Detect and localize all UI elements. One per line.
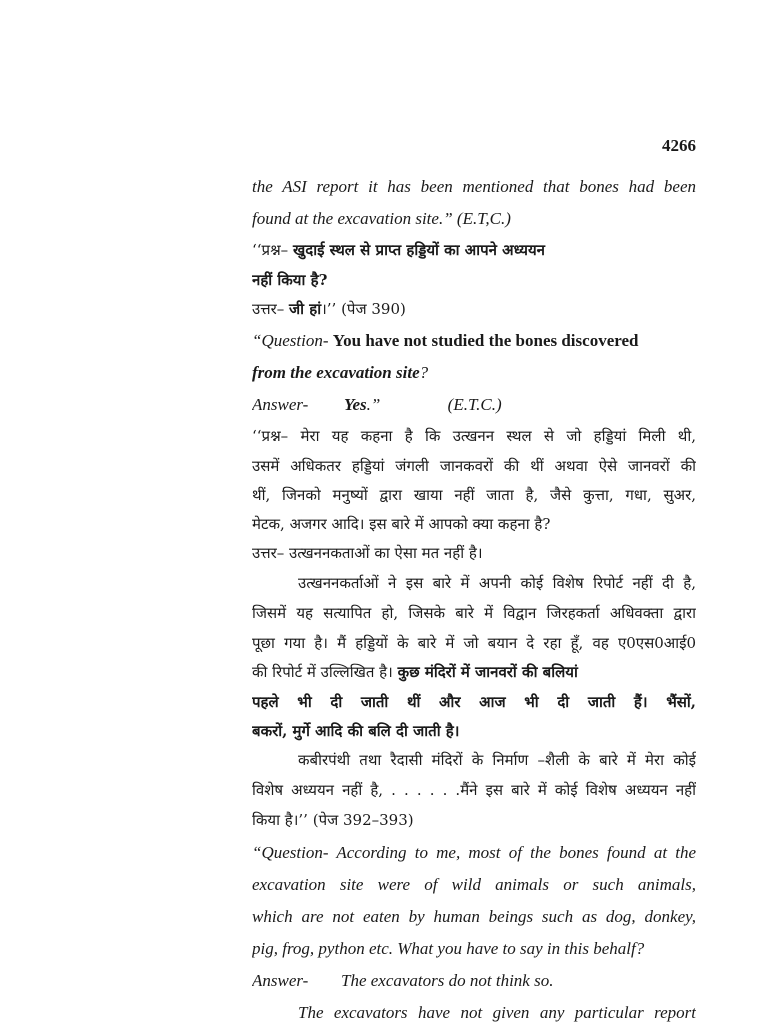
text-line-22: किया है।’’ (पेज 392–393) [252, 811, 414, 829]
text-line-14: उत्खननकर्ताओं ने इस बारे में अपनी कोई विशेष रिपोर्ट नहीं दी है, [298, 574, 696, 592]
text-line-12: मेटक, अजगर आदि। इस बारे में आपको क्या कहना है? [252, 515, 551, 533]
answer-yes: Yes [344, 395, 367, 414]
text-line-25: which are not eaten by human beings such as dog, donkey, [252, 907, 696, 926]
text-line-16: पूछा गया है। मैं हड्डियों के बारे में जो बयान दे रहा हूँ, वह ए0एस0आई0 [252, 634, 696, 652]
text-line-2: found at the excavation site.” (E.T,C.) [252, 209, 511, 228]
text-line-17 [252, 662, 696, 682]
answer-quote: .” [366, 395, 381, 414]
question-label: “Question- [252, 331, 333, 350]
etc-note: (E.T.C.) [447, 395, 502, 414]
text-line-15: जिसमें यह सत्यापित हो, जिसके बारे में विद्वान जिरहकर्ता अधिवक्ता द्वारा [252, 604, 696, 622]
text-line-1: the ASI report it has been mentioned that bones had been [252, 177, 696, 196]
text-line-5 [252, 299, 696, 319]
page-reference: ।’’ (पेज 390) [321, 300, 406, 318]
question-text-bold-cont: from the excavation site [252, 363, 420, 382]
text-line-7 [252, 363, 696, 383]
text-line-20: कबीरपंथी तथा रैदासी मंदिरों के निर्माण –शैली के बारे में मेरा कोई [298, 751, 696, 769]
text-line-28: The excavators have not given any particular report [298, 1003, 696, 1022]
page-number: 4266 [662, 136, 696, 155]
text-line-26: pig, frog, python etc. What you have to say in this behalf? [252, 939, 645, 958]
text-line-13: उत्तर– उत्खननकताओं का ऐसा मत नहीं है। [252, 544, 483, 562]
text-line-27 [252, 971, 696, 991]
answer-label: Answer- [252, 395, 309, 414]
answer-text-hindi: जी हां [289, 300, 322, 318]
answer-text-2: The excavators do not think so. [341, 971, 554, 990]
text-line-11: थीं, जिनको मनुष्यों द्वारा खाया नहीं जाता है, जैसे कुत्ता, गधा, सुअर, [252, 486, 696, 504]
text-line-6 [252, 331, 696, 351]
answer-label-2: Answer- [252, 971, 309, 990]
question-text-bold: You have not studied the bones discovered [332, 331, 639, 350]
text-line-9: ‘‘प्रश्न– मेरा यह कहना है कि उत्खनन स्थल से जो हड्डियां मिली थी, [252, 427, 696, 445]
question-text-hindi: खुदाई स्थल से प्राप्त हड्डियों का आपने अध्ययन [292, 241, 545, 259]
text-line-19: बकरों, मुर्गे आदि की बलि दी जाती है। [252, 722, 460, 740]
text-line-3 [252, 240, 696, 260]
text-line-4: नहीं किया है? [252, 271, 328, 289]
text-line-18: पहले भी दी जाती थीं और आज भी दी जाती हैं। भैंसों, [252, 693, 696, 711]
text-line-23: “Question- According to me, most of the bones found at the [252, 843, 696, 862]
question-mark: ? [419, 363, 429, 382]
question-marker-hindi: ‘‘प्रश्न– [252, 241, 293, 259]
text-line-8 [252, 395, 696, 415]
text-line-21: विशेष अध्ययन नहीं है, . . . . . .मैंने इस बारे में कोई विशेष अध्ययन नहीं [252, 781, 696, 799]
sacrifice-text-bold: कुछ मंदिरों में जानवरों की बलियां [397, 663, 578, 681]
text-line-24: excavation site were of wild animals or such animals, [252, 875, 696, 894]
report-mention: की रिपोर्ट में उल्लिखित है। [252, 663, 398, 681]
answer-marker-hindi: उत्तर– [252, 300, 289, 318]
text-line-10: उसमें अधिकतर हड्डियां जंगली जानकवरों की थीं अथवा ऐसे जानवरों की [252, 457, 696, 475]
